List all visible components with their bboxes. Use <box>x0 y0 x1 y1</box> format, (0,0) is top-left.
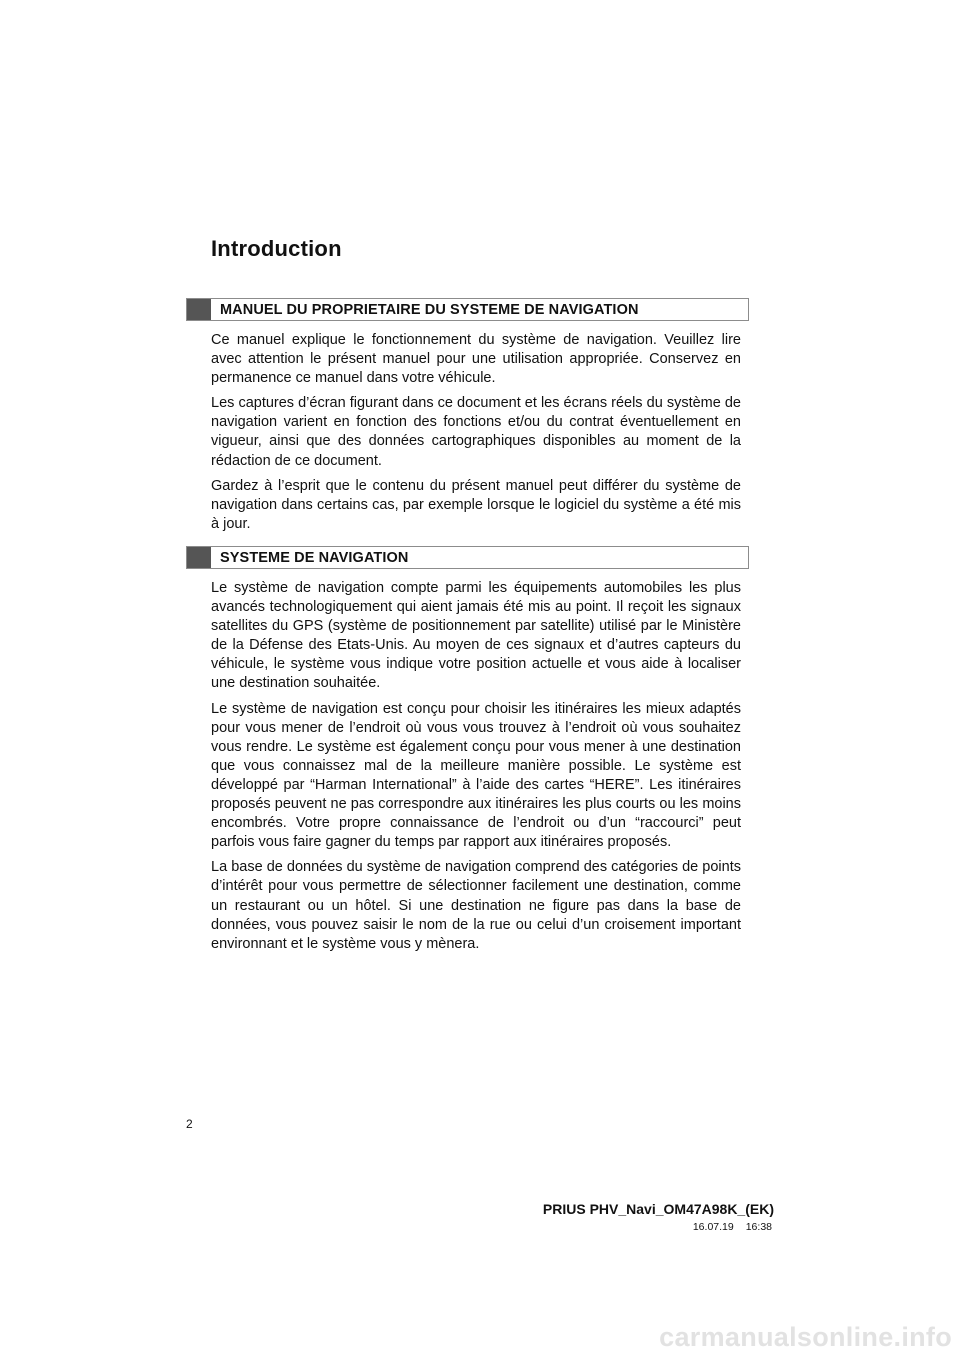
document-timestamp <box>693 1221 772 1233</box>
watermark: carmanualsonline.info <box>659 1322 952 1352</box>
section-header-bar <box>187 547 211 568</box>
paragraph: La base de données du système de navigation comprend des catégories de points d’intérêt pour vous permettre de sélectionner facilement une destination, comme un restaurant ou un hôtel. Si une destination ne figure pas dans la base de données, vous pouvez saisir le nom de la rue ou celui d’un croisement important environnant et le système vous y mènera. <box>211 859 741 952</box>
section-header-navigation <box>186 546 749 569</box>
page-title: Introduction <box>211 236 342 261</box>
paragraph: Le système de navigation compte parmi les équipements automobiles les plus avancés technologiquement qui aient jamais été mis au point. Il reçoit les signaux satellites du GPS (système de positionnement par satellite) utilisé par le Ministère de la Défense des Etats-Unis. Au moyen de ces signaux et d’autres capteurs du véhicule, le système vous indique votre position actuelle et vous aide à localiser une destination souhaitée. <box>211 580 741 692</box>
document-time: 16:38 <box>745 1221 772 1233</box>
page-number: 2 <box>186 1117 193 1131</box>
section-heading: MANUEL DU PROPRIETAIRE DU SYSTEME DE NAVIGATION <box>220 301 639 318</box>
paragraph: Le système de navigation est conçu pour choisir les itinéraires les mieux adaptés pour vous mener de l’endroit où vous vous trouvez à l’endroit où vous souhaitez vous rendre. Le système est également conçu pour vous mener à une destination que vous connaissez mal de la meilleure manière possible. Le système est développé par “Harman International” à l’aide des cartes “HERE”. Les itinéraires proposés peuvent ne pas correspondre aux itinéraires les plus courts ou les moins encombrés. Votre propre connaissance de l’endroit ou d’un “raccourci” peut parfois vous faire gagner du temps par rapport aux itinéraires proposés. <box>211 700 741 851</box>
section-header-bar <box>187 299 211 320</box>
document-date: 16.07.19 <box>692 1221 734 1233</box>
section-heading: SYSTEME DE NAVIGATION <box>220 549 409 566</box>
section-body-navigation <box>211 579 741 960</box>
paragraph: Les captures d’écran figurant dans ce document et les écrans réels du système de navigation varient en fonction des fonctions et/ou du contrat éventuellement en vigueur, ainsi que des données cartographiques disponibles au moment de la rédaction de ce document. <box>211 395 741 469</box>
paragraph: Ce manuel explique le fonctionnement du système de navigation. Veuillez lire avec attention le présent manuel pour une utilisation appropriée. Conservez en permanence ce manuel dans votre véhicule. <box>211 332 741 387</box>
paragraph: Gardez à l’esprit que le contenu du présent manuel peut différer du système de navigation dans certains cas, par exemple lorsque le logiciel du système a été mis à jour. <box>211 477 741 532</box>
document-id: PRIUS PHV_Navi_OM47A98K_(EK) <box>542 1201 774 1217</box>
section-header-manual <box>186 298 749 321</box>
section-body-manual <box>211 331 741 540</box>
